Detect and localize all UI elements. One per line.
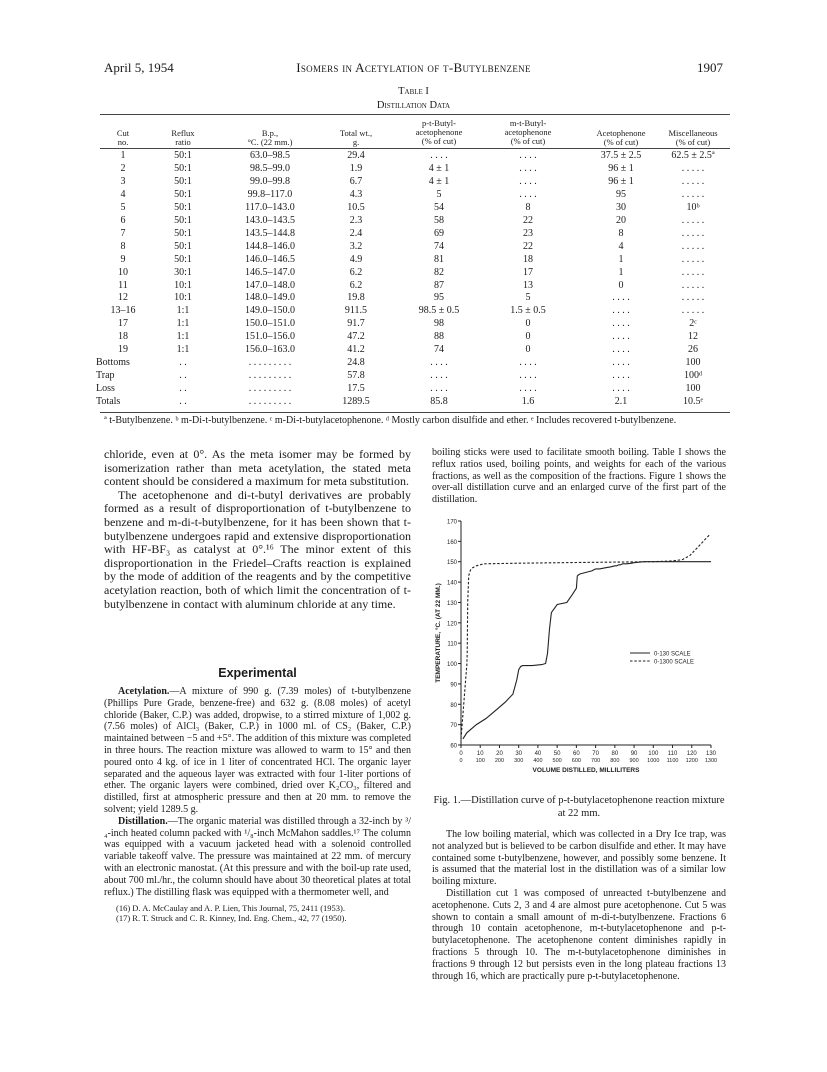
- column-header-line: Acetophenone: [596, 128, 646, 138]
- table-cell: 96 ± 1: [608, 175, 634, 187]
- table-cell: 22: [523, 214, 533, 226]
- table-row: [100, 318, 730, 331]
- series-line-solid: [463, 562, 711, 739]
- table-cell: . . . . .: [681, 227, 705, 239]
- table-cell: 13: [523, 279, 533, 291]
- table-cell: . .: [179, 383, 187, 395]
- table-cell: 29.4: [347, 150, 365, 161]
- column-header-line: m-t-Butyl-: [509, 118, 547, 128]
- reference: (17) R. T. Struck and C. R. Kinney, Ind. Eng. Chem., 42, 77 (1950).: [116, 913, 347, 924]
- x-tick-label-upper: 70: [592, 751, 599, 757]
- distillation-paragraph: [104, 816, 411, 899]
- table-cell: 17: [118, 318, 128, 330]
- table-cell: 30: [616, 201, 626, 213]
- table-cell: . . . . .: [681, 253, 705, 265]
- table-cell: Loss: [96, 383, 115, 395]
- table-row: [96, 357, 730, 370]
- table-cell: . . . . .: [681, 162, 705, 174]
- x-tick-label-lower: 700: [591, 758, 601, 764]
- legend-entry: 0-130 SCALE: [654, 651, 691, 658]
- column-header-line: Total wt.,: [339, 128, 373, 138]
- table-cell: 99.8–117.0: [247, 188, 293, 200]
- table-cell: 4: [618, 240, 624, 252]
- table-cell: . .: [179, 370, 187, 382]
- table-cell: . . . .: [519, 162, 537, 174]
- table-subcaption: Distillation Data: [376, 100, 451, 111]
- table-cell: 30:1: [174, 266, 192, 278]
- table-cell: . . . .: [612, 305, 630, 317]
- table-cell: 7: [120, 227, 126, 239]
- table-cell: 57.8: [347, 370, 365, 382]
- table-cell: . . . .: [612, 357, 630, 369]
- table-cell: 1.5 ± 0.5: [510, 305, 546, 317]
- table-cell: 1: [120, 150, 126, 161]
- table-cell: 144.8–146.0: [245, 240, 295, 252]
- x-tick-label-lower: 200: [494, 758, 505, 764]
- table-cell: 4 ± 1: [428, 175, 450, 187]
- table-cell: 6.7: [349, 175, 363, 187]
- table-cell: 8: [618, 227, 624, 239]
- reference: (16) D. A. McCaulay and A. P. Lien, This Journal, 75, 2411 (1953).: [116, 903, 346, 913]
- table-cell: 17: [523, 266, 533, 278]
- table-cell: 50:1: [174, 188, 192, 200]
- right-column-text: [432, 829, 726, 982]
- paragraph-lead: Acetylation.: [118, 686, 170, 697]
- table-cell: 18: [118, 331, 128, 343]
- table-cell: 18: [523, 253, 533, 265]
- table-cell: . . . . . . . . .: [248, 383, 292, 395]
- table-cell: 50:1: [174, 240, 192, 252]
- x-axis-label: VOLUME DISTILLED, MILLILITERS: [532, 767, 640, 774]
- paragraph: boiling sticks were used to facilitate smooth boiling. Table I shows the reflux ratios used, boiling points, and weights for each of the various fractions, as well as the composition of the fractions. Figure 1 shows the over-all distillation curve and an enlarged curve of the first part of the distillation.: [432, 447, 726, 506]
- column-header: [483, 119, 573, 146]
- table-cell: 85.8: [430, 396, 448, 408]
- table-cell: . . . . .: [681, 266, 705, 278]
- table-cell: 22: [523, 240, 533, 252]
- x-tick-label-upper: 90: [630, 751, 638, 757]
- paragraph: chloride, even at 0°. As the meta isomer may be formed by isomerization rather than meta acetylation, the stated meta content should be considered a maximum for meta substitution.: [104, 447, 411, 489]
- table-cell: . . . .: [519, 370, 537, 382]
- table-row: [100, 305, 730, 318]
- table-cell: . .: [179, 357, 187, 369]
- table-row: [100, 215, 730, 228]
- experimental-text: [104, 686, 411, 898]
- x-tick-label-lower: 400: [533, 758, 543, 764]
- table-cell: 100ᵈ: [683, 370, 703, 382]
- table-cell: . . . . . . . . .: [248, 396, 292, 408]
- table-cell: 37.5 ± 2.5: [600, 150, 642, 161]
- table-cell: 4.3: [349, 188, 363, 200]
- column-header-line: acetophenone: [415, 127, 463, 137]
- x-tick-label-lower: 1000: [647, 758, 660, 764]
- table-cell: 63.0–98.5: [250, 150, 290, 161]
- table-cell: Trap: [96, 370, 115, 382]
- table-cell: 151.0–156.0: [245, 331, 295, 343]
- x-tick-label-upper: 130: [705, 751, 717, 757]
- table-cell: . . . . .: [681, 240, 705, 252]
- column-header-line: (% of cut): [675, 137, 711, 147]
- x-tick-label-upper: 80: [611, 751, 619, 757]
- table-cell: 1.9: [349, 162, 363, 174]
- table-cell: 149.0–150.0: [245, 305, 295, 317]
- table-cell: 100: [685, 383, 701, 395]
- table-cell: 98.5–99.0: [250, 162, 290, 174]
- column-header-line: Reflux: [171, 128, 195, 138]
- paragraph: The low boiling material, which was collected in a Dry Ice trap, was not analyzed but is believed to be carbon disulfide and ether. It may have contained some t-butylbenzene, however, and possibly some benzene. It is assumed that the material lost in the distillation was of a similar low boiling mixture.: [432, 829, 726, 888]
- x-tick-label-lower: 300: [514, 758, 524, 764]
- x-tick-label-lower: 0: [459, 758, 463, 764]
- table-cell: 1289.5: [342, 396, 370, 408]
- table-cell: 5: [436, 188, 442, 200]
- table-cell: . . . .: [430, 357, 448, 369]
- table-cell: . . . .: [612, 370, 630, 382]
- table-cell: 50:1: [174, 162, 192, 174]
- table-header-rule: [100, 148, 730, 149]
- table-cell: 5: [120, 201, 126, 213]
- table-cell: 146.5–147.0: [245, 266, 295, 278]
- y-tick-label: 120: [446, 621, 457, 628]
- table-cell: . . . .: [519, 188, 537, 200]
- table-cell: . . . .: [612, 331, 630, 343]
- table-cell: . . . .: [519, 383, 537, 395]
- table-cell: 3: [120, 175, 126, 187]
- table-cell: 1:1: [176, 318, 190, 330]
- column-header-line: (% of cut): [421, 136, 457, 146]
- table-cell: 1:1: [176, 305, 190, 317]
- column-header-line: acetophenone: [504, 127, 552, 137]
- x-tick-label-lower: 1300: [704, 758, 718, 764]
- table-row: [100, 163, 730, 176]
- table-cell: 9: [120, 253, 126, 265]
- table-cell: 148.0–149.0: [245, 292, 295, 304]
- table-row: [100, 189, 730, 202]
- table-cell: 6.2: [349, 279, 363, 291]
- figure-caption: Fig. 1.—Distillation curve of p-t-butylacetophenone reaction mixture at 22 mm.: [433, 795, 725, 819]
- x-tick-label-upper: 110: [667, 751, 678, 757]
- table-cell: 19: [118, 344, 128, 356]
- column-header: [394, 119, 484, 146]
- table-cell: 10:1: [174, 292, 192, 304]
- header-date: April 5, 1954: [104, 60, 174, 75]
- table-top-rule: [100, 114, 730, 115]
- table-cell: 1:1: [176, 331, 190, 343]
- legend-entry: 0-1300 SCALE: [654, 659, 695, 666]
- table-cell: 117.0–143.0: [245, 201, 295, 213]
- table-cell: 41.2: [347, 344, 365, 356]
- x-tick-label-lower: 800: [610, 758, 620, 764]
- table-cell: 3.2: [349, 240, 363, 252]
- table-cell: 0: [525, 344, 531, 356]
- table-cell: 99.0–99.8: [250, 175, 290, 187]
- table-cell: . . . .: [519, 150, 537, 161]
- table-cell: . . . . .: [681, 188, 705, 200]
- distillation-chart: [430, 513, 727, 778]
- column-header-line: g.: [352, 137, 360, 147]
- table-cell: 1:1: [176, 344, 190, 356]
- table-cell: 95: [434, 292, 444, 304]
- table-cell: . . . .: [612, 318, 630, 330]
- table-cell: 50:1: [174, 175, 192, 187]
- table-cell: . . . . .: [681, 214, 705, 226]
- y-tick-label: 110: [447, 641, 457, 648]
- table-row: [96, 383, 730, 396]
- y-axis-label: TEMPERATURE, °C. (AT 22 MM.): [435, 583, 442, 683]
- table-cell: 143.0–143.5: [245, 214, 295, 226]
- table-cell: 2ᶜ: [689, 318, 697, 330]
- x-tick-label-lower: 1200: [685, 758, 698, 764]
- table-row: [100, 267, 730, 280]
- table-cell: . . . .: [612, 344, 630, 356]
- table-cell: 74: [434, 240, 444, 252]
- x-tick-label-lower: 100: [475, 758, 485, 764]
- table-row: [96, 370, 730, 383]
- table-cell: . . . .: [519, 357, 537, 369]
- column-header-line: p-t-Butyl-: [422, 118, 456, 128]
- table-cell: 11: [118, 279, 128, 291]
- x-tick-label-upper: 10: [476, 751, 484, 757]
- y-tick-label: 170: [446, 519, 457, 526]
- table-cell: 74: [434, 344, 444, 356]
- acetylation-paragraph: [104, 686, 411, 816]
- y-tick-label: 80: [450, 702, 457, 709]
- table-cell: 12: [688, 331, 698, 343]
- y-tick-label: 140: [446, 580, 457, 587]
- table-row: [100, 254, 730, 267]
- table-cell: 10:1: [174, 279, 192, 291]
- table-cell: 19.8: [347, 292, 365, 304]
- table-cell: 100: [685, 357, 701, 369]
- table-cell: 69: [434, 227, 444, 239]
- table-cell: 1: [618, 253, 624, 265]
- table-cell: 0: [525, 331, 531, 343]
- table-cell: 50:1: [174, 201, 192, 213]
- table-cell: 143.5–144.8: [245, 227, 295, 239]
- table-cell: 2.3: [349, 214, 363, 226]
- table-cell: 150.0–151.0: [245, 318, 295, 330]
- table-cell: . .: [179, 396, 187, 408]
- column-header: [648, 129, 738, 147]
- table-cell: 12: [118, 292, 128, 304]
- table-cell: 0: [618, 279, 624, 291]
- table-cell: 98.5 ± 0.5: [418, 305, 460, 317]
- left-column-text: [104, 448, 411, 611]
- x-tick-label-upper: 50: [553, 751, 561, 757]
- table-row: [100, 176, 730, 189]
- table-cell: 10.5: [347, 201, 365, 213]
- column-header-line: °C. (22 mm.): [247, 137, 293, 147]
- table-cell: . . . .: [430, 370, 448, 382]
- table-cell: 26: [688, 344, 698, 356]
- table-cell: 54: [434, 201, 444, 213]
- x-tick-label-upper: 30: [515, 751, 523, 757]
- column-header-line: B.p.,: [261, 128, 279, 138]
- x-tick-label-lower: 900: [629, 758, 639, 764]
- table-cell: 2.4: [349, 227, 363, 239]
- x-tick-label-upper: 0: [459, 751, 463, 757]
- table-row: [100, 344, 730, 357]
- table-cell: 4: [120, 188, 126, 200]
- column-header-line: ratio: [175, 137, 191, 147]
- y-tick-label: 70: [450, 723, 457, 730]
- table-cell: 6: [120, 214, 126, 226]
- table-cell: 156.0–163.0: [245, 344, 295, 356]
- references: [104, 903, 411, 923]
- x-tick-label-upper: 20: [496, 751, 503, 757]
- table-cell: 50:1: [174, 150, 192, 161]
- table-cell: 4 ± 1: [428, 162, 450, 174]
- table-cell: 95: [616, 188, 626, 200]
- table-cell: . . . . . . . . .: [248, 370, 292, 382]
- table-cell: . . . .: [430, 150, 448, 161]
- paragraph: Distillation cut 1 was composed of unreacted t-butylbenzene and acetophenone. Cuts 2, 3 and 4 are almost pure acetophenone. Cut 5 was shown to contain a small amount of m-di-t-butylbenzene. Fractions 6 through 10 contain acetophenone, m-t-butylacetophenone and p-t-butylacetophenone. The acetophenone content diminishes rapidly in fractions 5 through 10. The m-t-butylacetophenone diminishes in fractions 9 through 12 but persists even in the long plateau fractions 13 through 16, which are practically pure p-t-butylacetophenone.: [432, 887, 726, 982]
- table-cell: 50:1: [174, 214, 192, 226]
- table-bottom-rule: [100, 412, 730, 413]
- table-cell: . . . . .: [681, 305, 705, 317]
- table-cell: 91.7: [347, 318, 365, 330]
- table-cell: 8: [120, 240, 126, 252]
- column-header-line: (% of cut): [603, 137, 639, 147]
- table-cell: 2.1: [614, 396, 628, 408]
- x-tick-label-upper: 40: [534, 751, 542, 757]
- table-row: [100, 331, 730, 344]
- table-cell: 13–16: [110, 305, 136, 317]
- paragraph: The acetophenone and di-t-butyl derivatives are probably formed as a result of disproportionation of t-butylbenzene to benzene and m-di-t-butylbenzene, for it has been shown that t-butylbenzene undergoes rapid and extensive disproportionation with HF-BF₃ as catalyst at 0°.¹⁶ The minor extent of this disproportionation in the Friedel–Crafts reaction is explained by the mode of addition of the reagents and by the competitive acetylation reaction, both of which limit the concentration of t-butylbenzene in contact with aluminum chloride at any time.: [104, 487, 411, 611]
- column-header: [225, 129, 315, 147]
- table-cell: 82: [434, 266, 444, 278]
- table-cell: . . . . .: [681, 292, 705, 304]
- table-header-row: [100, 116, 730, 148]
- table-cell: 17.5: [347, 383, 365, 395]
- y-tick-label: 60: [450, 743, 457, 750]
- table-row: [100, 241, 730, 254]
- table-cell: 62.5 ± 2.5ª: [671, 150, 715, 161]
- column-header-line: no.: [117, 137, 129, 147]
- table-cell: 8: [525, 201, 531, 213]
- x-tick-label-upper: 120: [686, 751, 697, 757]
- paragraph-body: —The organic material was distilled through a 32-inch by ³/₄-inch heated column packed with ¹/₈-inch McMahon saddles.¹⁷ The column was equipped with a vacuum jacketed head with a solenoid controlled variable takeoff valve. The pressure was maintained at 22 mm. of mercury with an electronic manostat. (At this pressure and with the boil-up rate used, about 700 ml./hr., the column should have about 30 theoretical plates at total reflux.) The distilling flask was equipped with a thermometer well, and: [104, 815, 411, 898]
- right-column-top-text: [432, 447, 726, 506]
- table-cell: . . . .: [519, 175, 537, 187]
- experimental-heading: Experimental: [218, 666, 297, 680]
- table-cell: . . . .: [430, 383, 448, 395]
- table-cell: 50:1: [174, 227, 192, 239]
- table-cell: 23: [523, 227, 533, 239]
- x-tick-label-upper: 100: [648, 751, 659, 757]
- table-caption: Table I: [398, 86, 429, 97]
- x-tick-label-lower: 600: [571, 758, 581, 764]
- y-tick-label: 90: [450, 682, 457, 689]
- x-tick-label-upper: 60: [573, 751, 580, 757]
- y-tick-label: 100: [446, 662, 457, 669]
- column-header-line: (% of cut): [510, 136, 546, 146]
- table-cell: 20: [616, 214, 626, 226]
- table-cell: 10.5ᵉ: [682, 396, 704, 408]
- table-row: [96, 396, 730, 409]
- table-cell: . . . . .: [681, 279, 705, 291]
- paragraph-body: —A mixture of 990 g. (7.39 moles) of t-butylbenzene (Phillips Pure Grade, benzene-free) and 632 g. (8.08 moles) of acetyl chloride (Baker, C.P.) was added, dropwise, to a stirred mixture of 1,002 g. (7.56 moles) of AlCl₃ (Baker, C.P.) in 1000 ml. of CS₂ (Baker, C.P.) maintained between −5 and +5°. The addition of this mixture was completed in three hours. The reaction mixture was allowed to warm to 15° and then poured onto 4 kg. of ice in 1 liter of concentrated HCl. The organic layer separated and the aqueous layer was extracted with four 1-liter portions of ether. The organic layers were combined, dried over K₂CO₃, filtered and distilled, first at atmospheric pressure and then at 20 mm. to remove the solvent; yield 1289.5 g.: [104, 686, 411, 815]
- column-header: [311, 129, 401, 147]
- table-cell: 58: [434, 214, 444, 226]
- y-tick-label: 160: [446, 539, 457, 546]
- table-cell: 5: [525, 292, 531, 304]
- header-page-number: 1907: [697, 60, 723, 75]
- table-cell: 81: [434, 253, 444, 265]
- table-cell: 24.8: [347, 357, 365, 369]
- table-cell: 50:1: [174, 253, 192, 265]
- table-cell: . . . . .: [681, 175, 705, 187]
- table-row: [100, 292, 730, 305]
- table-cell: . . . .: [612, 292, 630, 304]
- column-header-line: Miscellaneous: [668, 128, 718, 138]
- table-cell: 47.2: [347, 331, 365, 343]
- table-cell: 10ᵇ: [686, 201, 700, 213]
- table-cell: Bottoms: [96, 357, 130, 369]
- y-tick-label: 150: [446, 560, 457, 567]
- x-tick-label-lower: 500: [552, 758, 562, 764]
- y-tick-label: 130: [446, 600, 457, 607]
- table-footnote: ª t-Butylbenzene. ᵇ m-Di-t-butylbenzene. ᶜ m-Di-t-butylacetophenone. ᵈ Mostly carbon disulfide and ether. ᵉ Includes recovered t-butylbenzene.: [104, 415, 677, 426]
- table-cell: Totals: [96, 396, 121, 408]
- table-cell: . . . . . . . . .: [248, 357, 292, 369]
- table-row: [100, 228, 730, 241]
- table-cell: 98: [434, 318, 444, 330]
- table-cell: 87: [434, 279, 444, 291]
- header-title: Isomers in Acetylation of t-Butylbenzene: [296, 60, 531, 75]
- table-cell: 1.6: [521, 396, 535, 408]
- column-header-line: Cut: [116, 128, 130, 138]
- table-row: [100, 280, 730, 293]
- table-cell: 2: [120, 162, 126, 174]
- table-cell: 146.0–146.5: [245, 253, 295, 265]
- x-tick-label-lower: 1100: [666, 758, 679, 764]
- table-cell: 10: [118, 266, 128, 278]
- table-cell: 911.5: [344, 305, 368, 317]
- table-cell: 96 ± 1: [608, 162, 634, 174]
- table-cell: 1: [618, 266, 624, 278]
- table-cell: 6.2: [349, 266, 363, 278]
- table-cell: 4.9: [349, 253, 363, 265]
- table-row: [100, 202, 730, 215]
- paragraph-lead: Distillation.: [118, 815, 168, 827]
- table-row: [100, 150, 730, 163]
- distillation-curve-figure: [430, 513, 727, 778]
- table-cell: 0: [525, 318, 531, 330]
- column-header: [138, 129, 228, 147]
- table-cell: . . . .: [612, 383, 630, 395]
- table-cell: 88: [434, 331, 444, 343]
- table-cell: 147.0–148.0: [245, 279, 295, 291]
